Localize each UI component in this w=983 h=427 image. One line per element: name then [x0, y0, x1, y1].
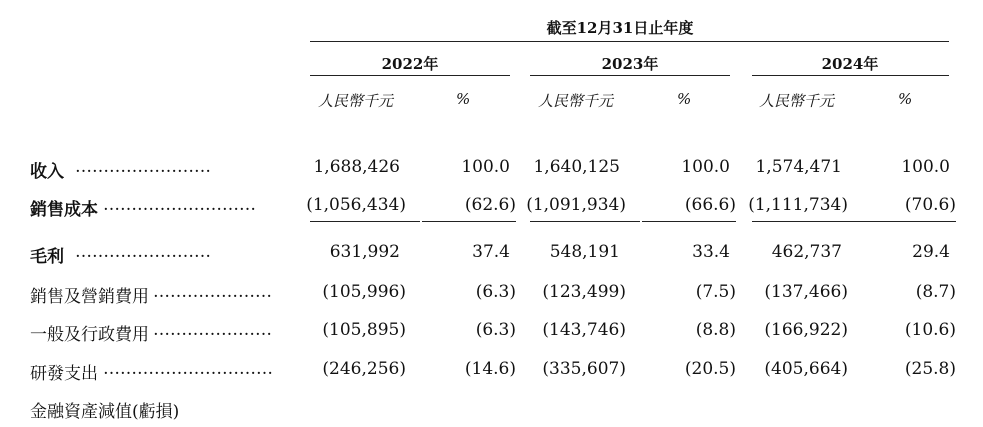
- subtotal-rule-2023-pct: [642, 221, 736, 222]
- revenue-2022-pct: 100.0: [461, 157, 510, 177]
- cost-of-sales-2022-amount: (1,056,434): [306, 195, 406, 215]
- general-admin-2022-amount: (105,895): [322, 320, 406, 340]
- row-leader-gross-profit: ……………………: [75, 242, 211, 262]
- year-2024: 2024年: [821, 55, 879, 73]
- period-title: 截至12月31日止年度: [546, 19, 694, 37]
- gross-profit-2022-amount: 631,992: [329, 242, 400, 262]
- rnd-2023-amount: (335,607): [542, 359, 626, 379]
- row-label-selling-marketing: 銷售及營銷費用: [30, 287, 149, 307]
- subtotal-rule-2024-amount: [752, 221, 862, 222]
- subtotal-rule-2022-amount: [310, 221, 420, 222]
- subtotal-rule-2022-pct: [422, 221, 516, 222]
- rnd-2023-pct: (20.5): [684, 359, 736, 379]
- unit-rmb-2022: 人民幣千元: [318, 92, 394, 110]
- gross-profit-2022-pct: 37.4: [472, 242, 510, 262]
- rnd-2024-pct: (25.8): [904, 359, 956, 379]
- row-label-rnd: 研發支出: [30, 364, 98, 384]
- year-2023: 2023年: [601, 55, 659, 73]
- general-admin-2022-pct: (6.3): [475, 320, 516, 340]
- revenue-2024-amount: 1,574,471: [755, 157, 842, 177]
- cost-of-sales-2022-pct: (62.6): [464, 195, 516, 215]
- row-leader-selling-marketing: …………………: [153, 282, 272, 302]
- rnd-2022-amount: (246,256): [322, 359, 406, 379]
- period-title-rule: [310, 41, 949, 42]
- gross-profit-2024-amount: 462,737: [771, 242, 842, 262]
- cost-of-sales-2024-pct: (70.6): [904, 195, 956, 215]
- general-admin-2023-pct: (8.8): [695, 320, 736, 340]
- year-2022: 2022年: [381, 55, 439, 73]
- row-label-gross-profit: 毛利: [30, 247, 64, 267]
- row-label-cost-of-sales: 銷售成本: [30, 200, 98, 220]
- cost-of-sales-2024-amount: (1,111,734): [748, 195, 848, 215]
- selling-marketing-2024-pct: (8.7): [915, 282, 956, 302]
- selling-marketing-2024-amount: (137,466): [764, 282, 848, 302]
- unit-pct-2024: %: [898, 90, 913, 108]
- unit-pct-2023: %: [677, 90, 692, 108]
- year-2022-rule: [310, 75, 510, 76]
- row-leader-general-admin: …………………: [153, 320, 272, 340]
- general-admin-2024-pct: (10.6): [904, 320, 956, 340]
- revenue-2024-pct: 100.0: [901, 157, 950, 177]
- cost-of-sales-2023-amount: (1,091,934): [526, 195, 626, 215]
- row-label-impairment: 金融資產減值(虧損): [30, 402, 180, 422]
- revenue-2023-pct: 100.0: [681, 157, 730, 177]
- unit-rmb-2024: 人民幣千元: [759, 92, 835, 110]
- selling-marketing-2023-pct: (7.5): [695, 282, 736, 302]
- year-2023-rule: [530, 75, 730, 76]
- subtotal-rule-2024-pct: [862, 221, 956, 222]
- unit-rmb-2023: 人民幣千元: [538, 92, 614, 110]
- gross-profit-2023-pct: 33.4: [692, 242, 730, 262]
- row-label-revenue: 收入: [30, 162, 64, 182]
- rnd-2022-pct: (14.6): [464, 359, 516, 379]
- gross-profit-2023-amount: 548,191: [549, 242, 620, 262]
- selling-marketing-2022-amount: (105,996): [322, 282, 406, 302]
- general-admin-2023-amount: (143,746): [542, 320, 626, 340]
- revenue-2022-amount: 1,688,426: [313, 157, 400, 177]
- row-leader-revenue: ……………………: [75, 157, 211, 177]
- revenue-2023-amount: 1,640,125: [533, 157, 620, 177]
- general-admin-2024-amount: (166,922): [764, 320, 848, 340]
- gross-profit-2024-pct: 29.4: [912, 242, 950, 262]
- cost-of-sales-2023-pct: (66.6): [684, 195, 736, 215]
- row-leader-cost-of-sales: ………………………: [103, 195, 256, 215]
- row-leader-rnd: …………………………: [103, 359, 273, 379]
- row-label-general-admin: 一般及行政費用: [30, 325, 149, 345]
- rnd-2024-amount: (405,664): [764, 359, 848, 379]
- subtotal-rule-2023-amount: [530, 221, 640, 222]
- unit-pct-2022: %: [456, 90, 471, 108]
- year-2024-rule: [752, 75, 949, 76]
- selling-marketing-2023-amount: (123,499): [542, 282, 626, 302]
- selling-marketing-2022-pct: (6.3): [475, 282, 516, 302]
